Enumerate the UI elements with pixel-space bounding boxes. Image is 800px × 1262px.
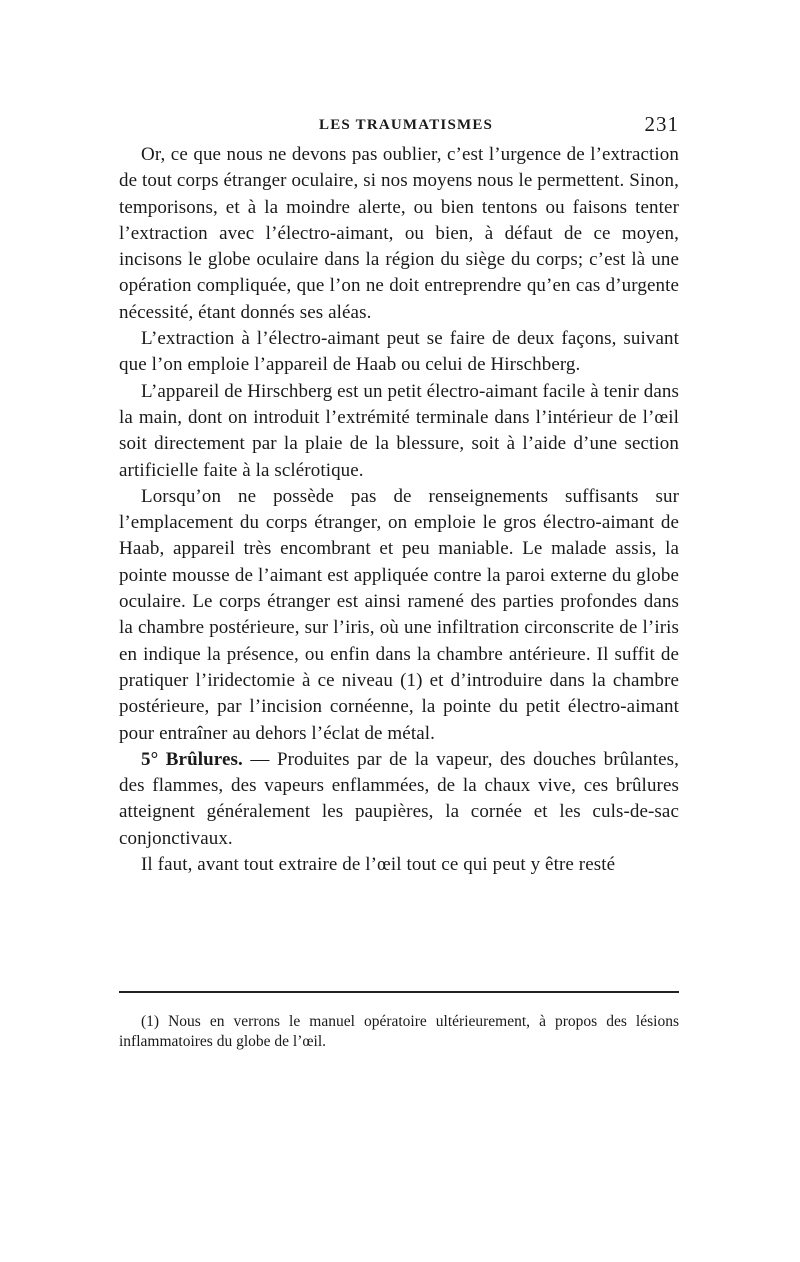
paragraph-last: Il faut, avant tout extraire de l’œil tout ce qui peut y être resté bbox=[141, 854, 616, 876]
paragraph-extraction-methods: L’extraction à l’électro-aimant peut se faire de deux façons, suivant que l’on emploie l’appareil de Haab ou celui de Hirschberg. bbox=[119, 328, 679, 376]
paragraph-burns bbox=[119, 747, 679, 852]
paragraph-hirschberg: L’appareil de Hirschberg est un petit électro-aimant facile à tenir dans la main, dont on introduit l’extrémité terminale dans l’intérieur de l’œil soit directement par la plaie de la blessure, soit à l’aide d’une section artificielle faite à la sclérotique. bbox=[119, 380, 679, 481]
paragraph-urgency: Or, ce que nous ne devons pas oublier, c’est l’urgence de l’extraction de tout corps étranger oculaire, si nos moyens nous le permettent. Sinon, temporisons, et à la moindre alerte, ou bien tentons ou faisons tenter l’extraction avec l’électro-aimant, ou bien, à défaut de ce moyen, incisons le globe oculaire dans la région du siège du corps; c’est là une opération compliquée, que l’on ne doit entreprendre qu’en cas d’urgente nécessité, étant donnés ses aléas. bbox=[119, 144, 679, 323]
page-number: 231 bbox=[644, 112, 679, 136]
footnote-divider bbox=[119, 991, 679, 993]
running-header bbox=[119, 112, 679, 142]
burns-text: — Produites par de la vapeur, des douches brûlantes, des flammes, des vapeurs enflammées, de la chaux vive, ces brûlures atteignent généralement les paupières, la cornée et les culs-de-sac conjonctivaux. bbox=[119, 748, 679, 849]
section-heading-burns: 5° Brûlures. bbox=[141, 748, 243, 770]
paragraph-haab: Lorsqu’on ne possède pas de renseignements suffisants sur l’emplacement du corps étranger, on emploie le gros électro-aimant de Haab, appareil très encombrant et peu maniable. Le malade assis, la pointe mousse de l’aimant est appliquée contre la paroi externe du globe oculaire. Le corps étranger est ainsi ramené des parties profondes dans la chambre postérieure, sur l’iris, où une infiltration circonscrite de l’iris en indique la présence, ou enfin dans la chambre antérieure. Il suffit de pratiquer l’iridectomie à ce niveau (1) et d’introduire dans la chambre postérieure, par l’incision cornéenne, la pointe du petit électro-aimant pour entraîner au dehors l’éclat de métal. bbox=[119, 485, 679, 744]
footnote: (1) Nous en verrons le manuel opératoire ultérieurement, à propos des lésions inflammatoires du globe de l’œil. bbox=[119, 1013, 679, 1050]
page-content bbox=[119, 112, 679, 878]
body-text bbox=[119, 142, 679, 878]
running-title: LES TRAUMATISMES bbox=[319, 117, 494, 133]
